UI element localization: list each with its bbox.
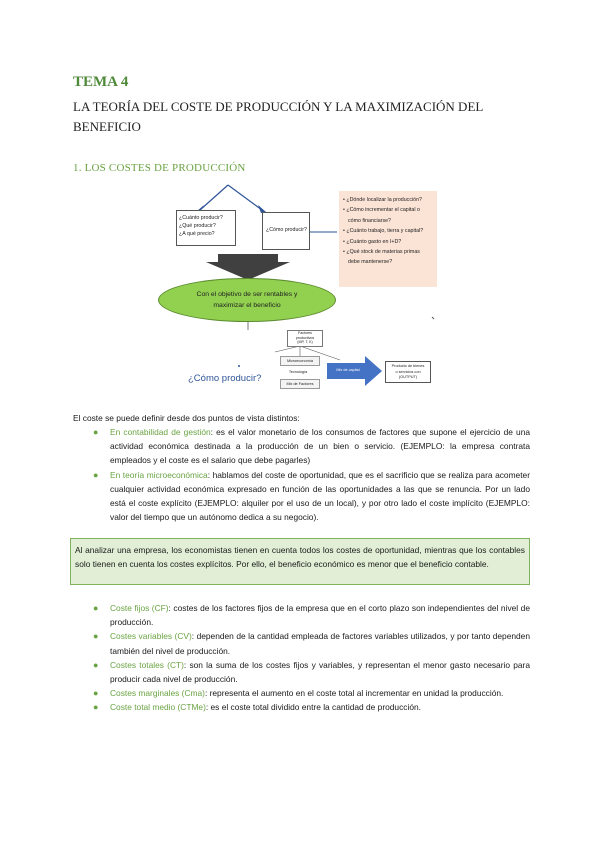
factors-box	[287, 330, 323, 347]
note-item: • ¿Cuánto trabajo, tierra y capital?	[343, 228, 424, 235]
left-box-line-2: ¿Qué producir?	[179, 223, 216, 229]
bullet-icon: ●	[93, 702, 99, 713]
bullet-term: En teoría microeconómica	[110, 469, 208, 480]
bullet-icon: ●	[93, 659, 99, 670]
factors-line-2: productivos	[295, 335, 315, 340]
small-box-tecnologia: Tecnología	[288, 370, 308, 374]
bullet-term: Costes totales (CT)	[110, 659, 184, 670]
left-question-box	[176, 210, 236, 246]
bullet-icon: ●	[93, 469, 99, 480]
left-box-line-3: ¿A qué precio?	[179, 231, 215, 237]
bullet-icon: ●	[93, 631, 99, 642]
cost-definitions-list	[93, 425, 530, 524]
list-item	[93, 468, 530, 525]
bullet-icon: ●	[93, 688, 99, 699]
objective-ellipse	[158, 278, 336, 322]
note-item: cómo financiarse?	[348, 217, 391, 224]
diagram-question: ¿Cómo producir?	[188, 373, 262, 384]
note-item: • ¿Cuánto gasto en I+D?	[343, 238, 402, 245]
bullet-text: : hablamos del coste de oportunidad, que es el sacrificio que se realiza para acometer cualquier actividad económica expresado en función de las oportunidades a las que se renuncia. Por un lado está el coste explícito (EJEMPLO: alquiler por el uso de un local), y por otro lado el coste implícito (EJEMPLO: valor del tiempo que un autónomo dedica a su negocio).	[110, 469, 530, 523]
middle-box-text: ¿Cómo producir?	[266, 227, 307, 233]
bullet-icon: ●	[93, 427, 99, 437]
bullet-text: : son la suma de los costes fijos y variables, y representan el menor gasto necesario para producir cada nivel de producción.	[110, 659, 531, 685]
arrow-label: Mix de capital	[336, 368, 360, 372]
tema-title: TEMA 4	[73, 74, 129, 90]
bullet-icon: ●	[93, 603, 99, 613]
note-item: • ¿Qué stock de materias primas	[343, 249, 420, 256]
result-line-2: o servicios con	[395, 369, 421, 374]
cost-types-list	[93, 601, 530, 715]
bullet-term: En contabilidad de gestión	[110, 427, 211, 437]
down-arrow-dark	[206, 254, 290, 280]
list-item	[93, 658, 530, 686]
factors-line-1: Factores	[298, 331, 312, 335]
note-item: • ¿Dónde localizar la producción?	[343, 197, 422, 203]
note-item: • ¿Cómo incrementar el capital o	[343, 207, 420, 214]
bullet-text: : costes de los factores fijos de la empresa que en el corto plazo son independientes del nivel de producción.	[110, 603, 530, 628]
list-item	[93, 686, 530, 700]
result-box	[385, 361, 431, 383]
bullet-text: : representa el aumento en el coste total al incrementar en unidad la producción.	[204, 688, 504, 699]
intro-text: El coste se puede definir desde dos puntos de vista distintos:	[73, 413, 300, 423]
small-box-mix-factores: Mix de Factores	[280, 379, 320, 389]
section-title: 1. LOS COSTES DE PRODUCCIÓN	[73, 162, 246, 174]
result-line-3: (OUTPUT)	[398, 375, 418, 379]
note-list	[343, 195, 423, 268]
bullet-term: Coste total medio (CTMe)	[110, 702, 206, 713]
list-item	[93, 425, 530, 468]
note-box	[339, 191, 437, 287]
bullet-text: : es el coste total dividido entre la cantidad de producción.	[205, 702, 421, 713]
ellipse-text: Con el objetivo de ser rentables y maximizar el beneficio	[196, 291, 298, 309]
factors-line-3: (MP, T, K)	[297, 340, 313, 345]
list-item	[93, 629, 530, 657]
result-line-1: Producto de bienes	[391, 364, 425, 368]
bullet-text: : es el valor monetario de los consumos de factores que supone el ejercicio de una actividad económica destinada a la producción de un bien o servicio. (EJEMPLO: la empresa contrata empleados y el coste es el salario que debe pagarles)	[110, 427, 531, 466]
list-item	[93, 601, 530, 629]
highlight-box: Al analizar una empresa, los economistas tienen en cuenta todos los costes de oportunidad, mientras que los contables solo tienen en cuenta los costes explícitos. Por ello, el beneficio económico es menor que el beneficio contable.	[70, 538, 530, 585]
bullet-term: Costes marginales (Cma)	[110, 688, 205, 699]
bullet-text: : dependen de la cantidad empleada de factores variables utilizados, y por tanto dependen también del nivel de producción.	[110, 631, 530, 656]
list-item	[93, 700, 530, 714]
document-subtitle: LA TEORÍA DEL COSTE DE PRODUCCIÓN Y LA MAXIMIZACIÓN DEL BENEFICIO	[73, 99, 483, 134]
bullet-term: Costes variables (CV)	[110, 631, 192, 642]
bullet-term: Coste fijos (CF)	[110, 603, 169, 613]
left-box-line-1: ¿Cuánto producir?	[179, 215, 223, 221]
middle-question-box	[262, 212, 310, 250]
small-box-microeconomia: Microeconomía	[280, 356, 320, 366]
note-item: debe mantenerse?	[348, 259, 393, 266]
